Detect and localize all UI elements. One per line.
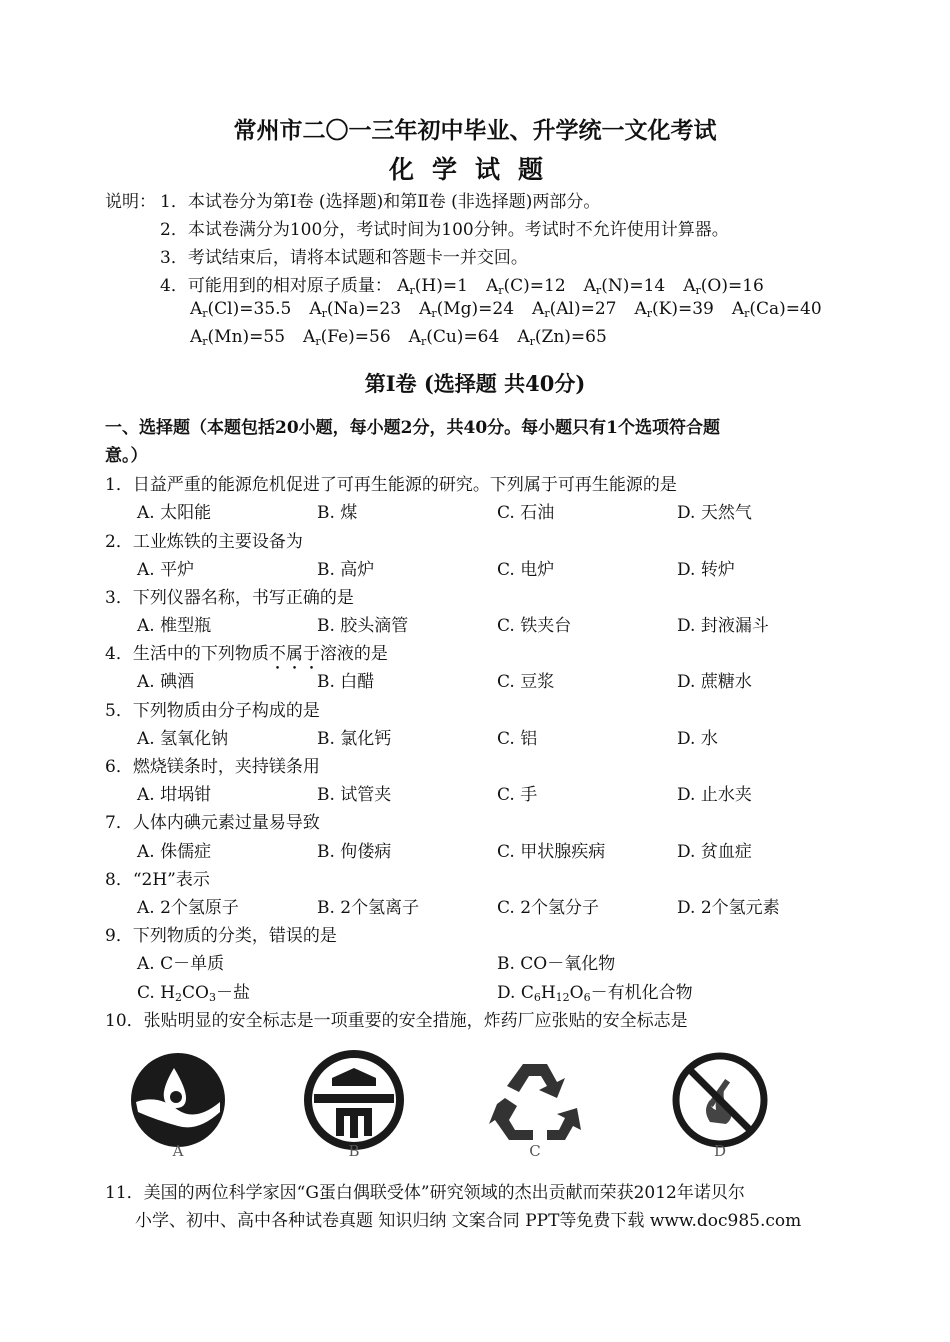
- sign-label-b: B: [348, 1142, 360, 1160]
- question-3: 3．下列仪器名称，书写正确的是: [105, 588, 354, 608]
- q1-option-a: A. 太阳能: [137, 503, 212, 523]
- atomic-mass: $A_r(O)=16$: [683, 276, 764, 297]
- q2-option-a: A. 平炉: [137, 560, 195, 580]
- exam-title: 常州市二〇一三年初中毕业、升学统一文化考试: [233, 118, 717, 144]
- q5-option-b: B. 氯化钙: [317, 729, 392, 749]
- question-11: 11．美国的两位科学家因“G蛋白偶联受体”研究领域的杰出贡献而荣获2012年诺贝尔: [105, 1183, 745, 1203]
- q6-option-a: A. 坩埚钳: [137, 785, 212, 805]
- note-1: 1．本试卷分为第Ⅰ卷 (选择题)和第Ⅱ卷 (非选择题)两部分。: [160, 192, 601, 212]
- q5-option-a: A. 氢氧化钠: [137, 729, 229, 749]
- q9-option-d: D. $C_6H_{12}O_6-$有机化合物: [497, 983, 693, 1004]
- sign-label-a: A: [172, 1142, 184, 1160]
- note-3: 3．考试结束后，请将本试题和答题卡一并交回。: [160, 248, 528, 268]
- q5-option-c: C. 铝: [497, 729, 538, 749]
- question-4: 4．生活中的下列物质不属于溶液的是: [105, 644, 388, 664]
- note-4: 4．可能用到的相对原子质量： $A_r(H)=1$ $A_r(C)=12$ $A_r(N)=14$ $A_r(O)=16$: [160, 276, 764, 297]
- q3-option-d: D. 封液漏斗: [677, 616, 769, 636]
- q5-option-d: D. 水: [677, 729, 718, 749]
- q6-option-d: D. 止水夹: [677, 785, 752, 805]
- question-6: 6．燃烧镁条时，夹持镁条用: [105, 757, 320, 777]
- masses-line-3: [190, 327, 625, 348]
- atomic-mass: $A_r(Cu)=64$: [408, 327, 500, 348]
- atomic-mass: $A_r(Al)=27$: [532, 299, 617, 320]
- q8-option-a: A. 2个氢原子: [137, 898, 239, 918]
- q7-option-b: B. 佝偻病: [317, 842, 392, 862]
- atomic-mass: $A_r(C)=12$: [485, 276, 566, 297]
- q9-option-c: C. $H_2CO_3-$盐: [137, 983, 250, 1004]
- notes-label: 说明：: [105, 192, 156, 212]
- question-5: 5．下列物质由分子构成的是: [105, 701, 320, 721]
- section-title: 第Ⅰ卷 (选择题 共40分): [364, 371, 586, 396]
- q6-option-c: C. 手: [497, 785, 538, 805]
- atomic-mass: $A_r(H)=1$: [397, 276, 468, 297]
- atomic-mass: $A_r(Zn)=65$: [517, 327, 607, 348]
- question-9: 9．下列物质的分类，错误的是: [105, 926, 337, 946]
- question-2: 2．工业炼铁的主要设备为: [105, 532, 303, 552]
- q1-option-d: D. 天然气: [677, 503, 752, 523]
- q9-option-b: B. CO－氧化物: [497, 954, 616, 974]
- footer-text: 小学、初中、高中各种试卷真题 知识归纳 文案合同 PPT等免费下载 www.doc985.com: [135, 1211, 802, 1231]
- atomic-mass: $A_r(Ca)=40$: [731, 299, 822, 320]
- q7-option-c: C. 甲状腺疾病: [497, 842, 606, 862]
- q2-option-d: D. 转炉: [677, 560, 735, 580]
- question-8: 8．“2H”表示: [105, 870, 210, 890]
- section-instructions-cont: 意。）: [105, 446, 148, 466]
- sign-label-c: C: [529, 1142, 541, 1160]
- recycle-icon: [485, 1050, 585, 1150]
- q4-option-b: B. 白醋: [317, 672, 375, 692]
- q3-option-a: A. 椎型瓶: [137, 616, 212, 636]
- emphasis-text: 不属于: [268, 644, 320, 664]
- q7-option-a: A. 侏儒症: [137, 842, 212, 862]
- q7-option-d: D. 贫血症: [677, 842, 752, 862]
- atomic-mass: $A_r(Mn)=55$: [190, 327, 286, 348]
- q2-option-b: B. 高炉: [317, 560, 375, 580]
- q3-option-b: B. 胶头滴管: [317, 616, 409, 636]
- q4-option-a: A. 碘酒: [137, 672, 195, 692]
- subject-title: 化学试题: [388, 155, 561, 184]
- sign-b-icon: [304, 1050, 404, 1150]
- q9-option-a: A. C－单质: [137, 954, 225, 974]
- q1-option-c: C. 石油: [497, 503, 555, 523]
- no-fire-icon: [670, 1050, 770, 1150]
- section-instructions: 一、选择题（本题包括20小题，每小题2分，共40分。每小题只有1个选项符合题: [105, 418, 720, 438]
- question-10: 10．张贴明显的安全标志是一项重要的安全措施，炸药厂应张贴的安全标志是: [105, 1011, 688, 1031]
- atomic-mass: $A_r(Na)=23$: [309, 299, 402, 320]
- q8-option-d: D. 2个氢元素: [677, 898, 780, 918]
- q1-option-b: B. 煤: [317, 503, 358, 523]
- sign-label-d: D: [713, 1142, 727, 1160]
- q4-option-c: C. 豆浆: [497, 672, 555, 692]
- q4-option-d: D. 蔗糖水: [677, 672, 752, 692]
- atomic-mass: $A_r(Fe)=56$: [303, 327, 391, 348]
- atomic-mass: $A_r(N)=14$: [583, 276, 666, 297]
- q2-option-c: C. 电炉: [497, 560, 555, 580]
- atomic-mass: $A_r(K)=39$: [634, 299, 714, 320]
- question-7: 7．人体内碘元素过量易导致: [105, 813, 320, 833]
- q3-option-c: C. 铁夹台: [497, 616, 572, 636]
- q6-option-b: B. 试管夹: [317, 785, 392, 805]
- water-drop-sign-icon: [128, 1050, 228, 1150]
- q8-option-c: C. 2个氢分子: [497, 898, 600, 918]
- note-2: 2．本试卷满分为100分，考试时间为100分钟。考试时不允许使用计算器。: [160, 220, 729, 240]
- q8-option-b: B. 2个氢离子: [317, 898, 420, 918]
- masses-line-2: [190, 299, 840, 320]
- question-1: 1．日益严重的能源危机促进了可再生能源的研究。下列属于可再生能源的是: [105, 475, 677, 495]
- atomic-mass: $A_r(Mg)=24$: [419, 299, 515, 320]
- atomic-mass: $A_r(Cl)=35.5$: [190, 299, 292, 320]
